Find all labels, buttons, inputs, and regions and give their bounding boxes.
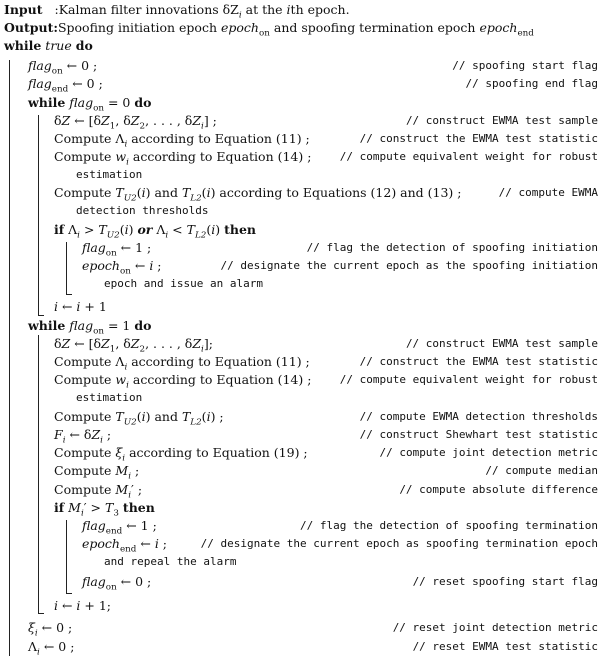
threshold-line-1: Compute $T_{U2}(i)$ and $T_{L2}(i)$ according to Equations (12) and (13) ; // compute EWMA [54, 185, 598, 204]
ewma-stat-line-1: Compute $\Lambda_i$ according to Equation (11) ; // construct the EWMA test statistic [54, 131, 598, 150]
epoch-end-line-cont: and repeal the alarm [104, 555, 237, 568]
joint-metric-line: Compute $\xi_i$ according to Equation (19) ; // compute joint detection metric [54, 445, 598, 464]
if-initiation-hook [66, 294, 72, 295]
flagend-set1-line: flag$_{end}$ ← 1 ; // flag the detection of spoofing termination [82, 518, 598, 537]
if-initiation-bar [66, 242, 67, 294]
threshold-line-1-cont: detection thresholds [76, 204, 209, 217]
reset-ewma-line: $\Lambda_i$ ← 0 ; // reset EWMA test statistic [28, 639, 598, 658]
epoch-on-line-cont: epoch and issue an alarm [104, 277, 263, 290]
flagon-reset-line: flag$_{on}$ ← 0 ; // reset spoofing start flag [82, 574, 598, 593]
absdiff-line: Compute $M_i'$ ; // compute absolute difference [54, 482, 598, 501]
ewma-sample-line-1: δZ ← [$\delta Z_1$, $\delta Z_2$, . . . , $\delta Z_i$] ; // construct EWMA test sample [54, 113, 598, 132]
flagon-init-line: flag$_{on}$ ← 0 ; // spoofing start flag [28, 58, 598, 77]
while-true-line: while true do [4, 38, 93, 53]
weight-line-1-cont: estimation [76, 168, 143, 181]
while-flagon1-line: while flag$_{on}$ = 1 do [28, 318, 152, 337]
epoch-end-line: epoch$_{end}$ ← i ; // designate the current epoch as spoofing termination epoch [82, 536, 598, 555]
if-termination-bar [66, 520, 67, 593]
flagend-init-line: flag$_{end}$ ← 0 ; // spoofing end flag [28, 76, 598, 95]
if-termination-line: if $M_i' > T_3$ then [54, 500, 155, 519]
while-flagon1-bar [38, 335, 39, 613]
ewma-sample-line-2: δZ ← [$\delta Z_1$, $\delta Z_2$, . . . , $\delta Z_i$]; // construct EWMA test sample [54, 336, 598, 355]
input-line: Input :Kalman filter innovations $\delta Z_i$ at the ith epoch. [4, 2, 350, 21]
weight-line-2: Compute $w_i$ according to Equation (14) ; // compute equivalent weight for robust [54, 372, 598, 391]
epoch-on-line: epoch$_{on}$ ← i ; // designate the current epoch as the spoofing initiation [82, 258, 598, 277]
while-flagon0-bar [38, 115, 39, 315]
while-true-bar [9, 60, 10, 656]
output-line: Output:Spoofing initiation epoch epoch$_{on}$ and spoofing termination epoch epoch$_{end}$ [4, 20, 534, 39]
reset-joint-line: $\xi_i$ ← 0 ; // reset joint detection metric [28, 620, 598, 639]
median-line: Compute $M_i$ ; // compute median [54, 463, 598, 482]
increment-i-line-2: i ← i + 1; [54, 598, 112, 613]
while-flagon0-line: while flag$_{on}$ = 0 do [28, 95, 152, 114]
if-initiation-line: if $\Lambda_i > T_{U2}(i)$ or $\Lambda_i < T_{L2}(i)$ then [54, 222, 257, 241]
weight-line-2-cont: estimation [76, 391, 143, 404]
if-termination-hook [66, 593, 72, 594]
threshold-line-2: Compute $T_{U2}(i)$ and $T_{L2}(i)$ ; // compute EWMA detection thresholds [54, 409, 598, 428]
increment-i-line-1: i ← i + 1 [54, 299, 107, 314]
shewhart-line: $F_i$ ← $\delta Z_i$ ; // construct Shewhart test statistic [54, 427, 598, 446]
weight-line-1: Compute $w_i$ according to Equation (14) ; // compute equivalent weight for robust [54, 149, 598, 168]
while-flagon0-hook [38, 315, 44, 316]
flagon-set1-line: flag$_{on}$ ← 1 ; // flag the detection of spoofing initiation [82, 240, 598, 259]
ewma-stat-line-2: Compute $\Lambda_i$ according to Equation (11) ; // construct the EWMA test statistic [54, 354, 598, 373]
while-flagon1-hook [38, 613, 44, 614]
